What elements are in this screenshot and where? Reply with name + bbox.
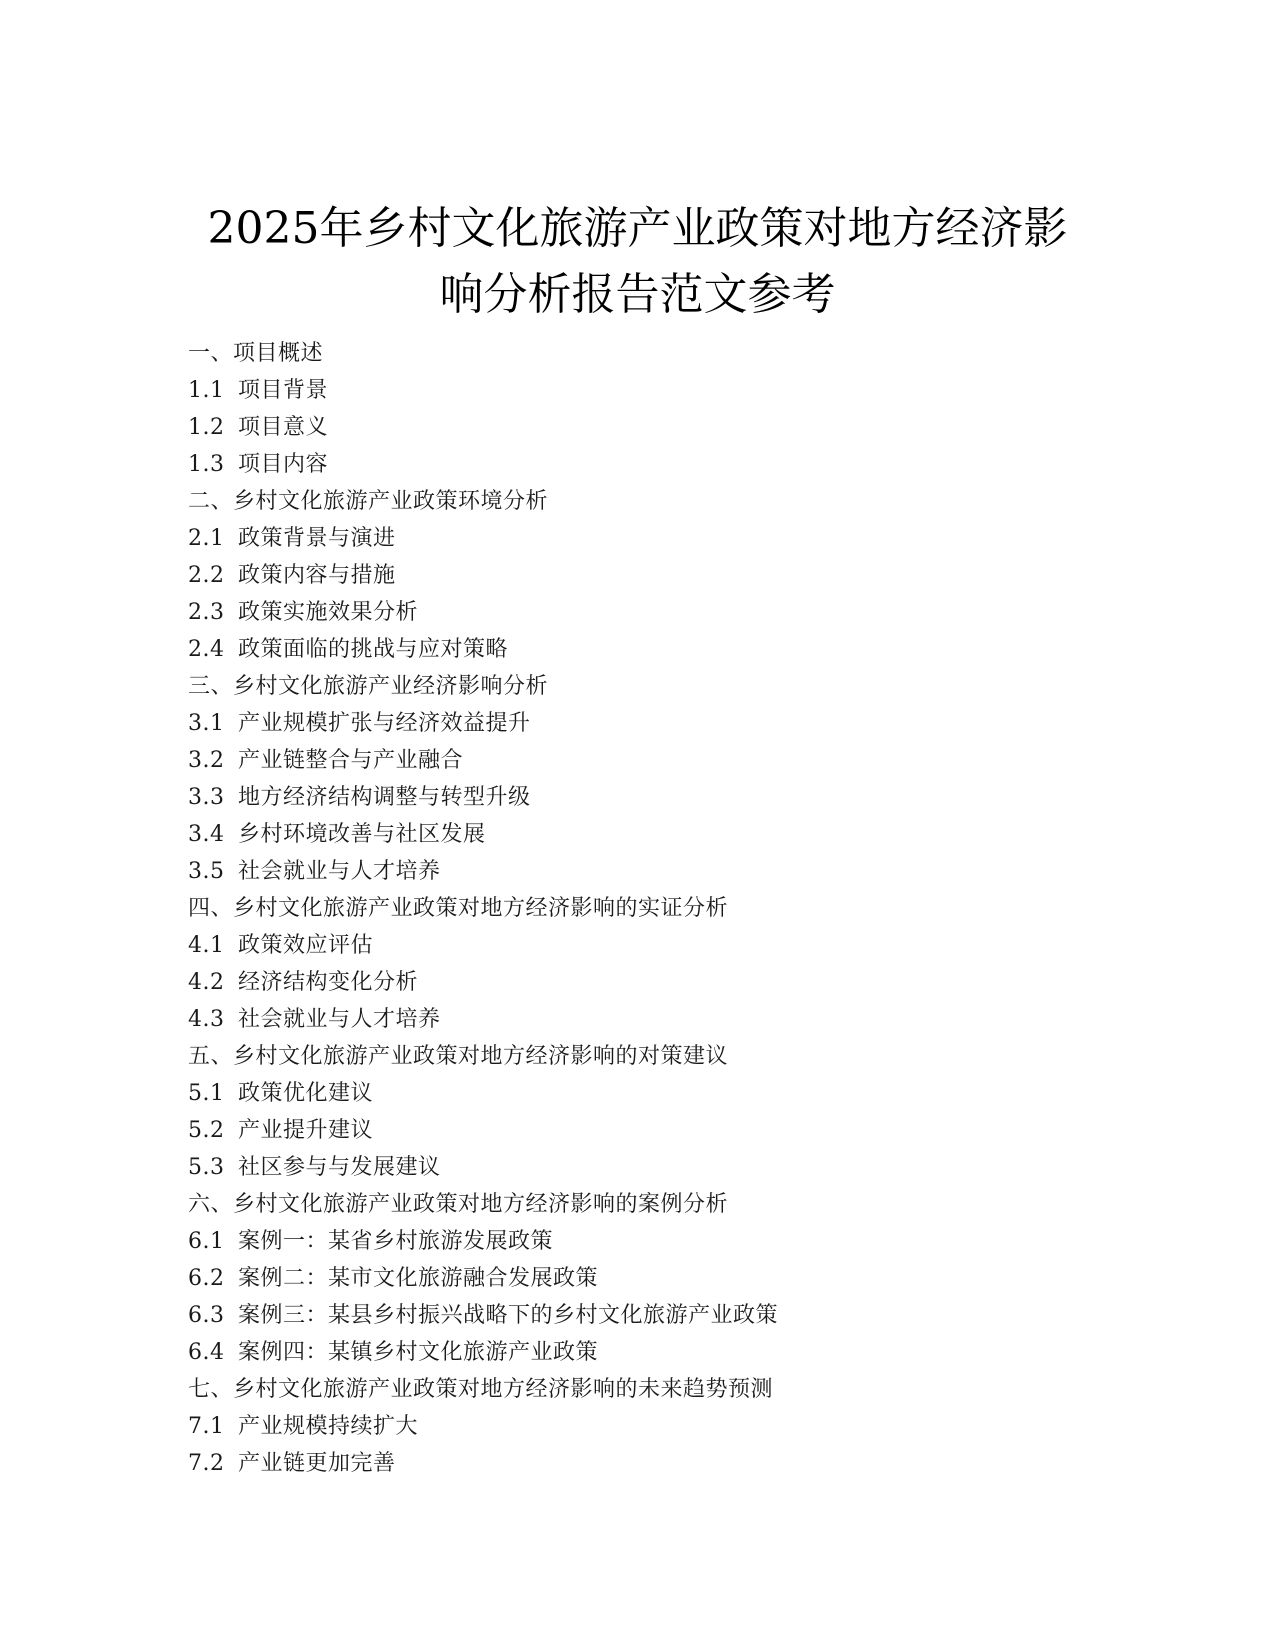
title-line-2: 响分析报告范文参考 <box>439 269 836 320</box>
toc-number: 四、 <box>188 896 234 921</box>
toc-text: 乡村文化旅游产业政策对地方经济影响的实证分析 <box>233 896 729 921</box>
toc-section-5-2 <box>188 1112 778 1149</box>
toc-section-3-4 <box>188 816 778 853</box>
toc-text: 政策效应评估 <box>238 933 374 958</box>
toc-section-4-1 <box>188 927 778 964</box>
toc-chapter-3 <box>188 668 778 705</box>
toc-number: 6.2 <box>188 1266 225 1291</box>
toc-number: 6.3 <box>188 1303 225 1328</box>
toc-number: 3.4 <box>188 822 225 847</box>
toc-section-1-1 <box>188 372 778 409</box>
toc-number: 3.2 <box>188 748 225 773</box>
toc-text: 产业链整合与产业融合 <box>238 748 464 773</box>
toc-text: 政策背景与演进 <box>238 526 396 551</box>
toc-text: 案例三：某县乡村振兴战略下的乡村文化旅游产业政策 <box>238 1303 779 1328</box>
toc-section-6-3 <box>188 1297 778 1334</box>
toc-chapter-6 <box>188 1186 778 1223</box>
toc-text: 政策面临的挑战与应对策略 <box>238 637 509 662</box>
toc-number: 2.2 <box>188 563 225 588</box>
toc-text: 产业规模扩张与经济效益提升 <box>238 711 531 736</box>
toc-text: 乡村文化旅游产业政策对地方经济影响的未来趋势预测 <box>233 1377 774 1402</box>
toc-text: 案例二：某市文化旅游融合发展政策 <box>238 1266 599 1291</box>
toc-text: 项目意义 <box>238 415 329 440</box>
toc-number: 7.2 <box>188 1451 225 1476</box>
toc-number: 六、 <box>188 1192 234 1217</box>
toc-number: 4.2 <box>188 970 225 995</box>
toc-text: 案例四：某镇乡村文化旅游产业政策 <box>238 1340 599 1365</box>
toc-section-4-2 <box>188 964 778 1001</box>
toc-section-4-3 <box>188 1001 778 1038</box>
toc-text: 社区参与与发展建议 <box>238 1155 441 1180</box>
toc-chapter-2 <box>188 483 778 520</box>
toc-section-6-4 <box>188 1334 778 1371</box>
toc-text: 政策内容与措施 <box>238 563 396 588</box>
toc-section-5-1 <box>188 1075 778 1112</box>
toc-text: 乡村文化旅游产业政策对地方经济影响的案例分析 <box>233 1192 729 1217</box>
toc-section-2-4 <box>188 631 778 668</box>
toc-number: 6.1 <box>188 1229 225 1254</box>
toc-number: 3.5 <box>188 859 225 884</box>
toc-section-3-2 <box>188 742 778 779</box>
toc-number: 2.3 <box>188 600 225 625</box>
toc-section-2-1 <box>188 520 778 557</box>
toc-section-6-2 <box>188 1260 778 1297</box>
toc-section-3-5 <box>188 853 778 890</box>
toc-number: 5.1 <box>188 1081 225 1106</box>
toc-text: 项目概述 <box>233 341 324 366</box>
table-of-contents <box>188 335 778 1482</box>
toc-number: 1.2 <box>188 415 225 440</box>
toc-number: 2.1 <box>188 526 225 551</box>
toc-number: 2.4 <box>188 637 225 662</box>
toc-text: 产业规模持续扩大 <box>238 1414 419 1439</box>
toc-number: 3.3 <box>188 785 225 810</box>
toc-text: 社会就业与人才培养 <box>238 1007 441 1032</box>
toc-chapter-4 <box>188 890 778 927</box>
toc-number: 6.4 <box>188 1340 225 1365</box>
toc-number: 3.1 <box>188 711 225 736</box>
toc-section-2-2 <box>188 557 778 594</box>
document-title <box>160 196 1115 328</box>
toc-text: 产业提升建议 <box>238 1118 374 1143</box>
toc-section-1-3 <box>188 446 778 483</box>
title-line-1: 2025年乡村文化旅游产业政策对地方经济影 <box>207 203 1068 254</box>
toc-section-2-3 <box>188 594 778 631</box>
toc-text: 乡村文化旅游产业政策对地方经济影响的对策建议 <box>233 1044 729 1069</box>
toc-number: 1.3 <box>188 452 225 477</box>
toc-text: 项目背景 <box>238 378 329 403</box>
toc-section-6-1 <box>188 1223 778 1260</box>
toc-text: 地方经济结构调整与转型升级 <box>238 785 531 810</box>
toc-number: 4.1 <box>188 933 225 958</box>
toc-number: 七、 <box>188 1377 234 1402</box>
toc-number: 二、 <box>188 489 234 514</box>
toc-text: 政策实施效果分析 <box>238 600 419 625</box>
toc-chapter-7 <box>188 1371 778 1408</box>
toc-text: 项目内容 <box>238 452 329 477</box>
toc-number: 一、 <box>188 341 234 366</box>
toc-section-7-1 <box>188 1408 778 1445</box>
toc-chapter-1 <box>188 335 778 372</box>
toc-number: 7.1 <box>188 1414 225 1439</box>
toc-section-7-2 <box>188 1445 778 1482</box>
toc-number: 1.1 <box>188 378 225 403</box>
toc-number: 4.3 <box>188 1007 225 1032</box>
toc-number: 三、 <box>188 674 234 699</box>
toc-text: 乡村文化旅游产业政策环境分析 <box>233 489 549 514</box>
toc-chapter-5 <box>188 1038 778 1075</box>
toc-number: 五、 <box>188 1044 234 1069</box>
toc-section-3-1 <box>188 705 778 742</box>
toc-text: 乡村环境改善与社区发展 <box>238 822 486 847</box>
toc-text: 社会就业与人才培养 <box>238 859 441 884</box>
toc-text: 政策优化建议 <box>238 1081 374 1106</box>
toc-text: 案例一：某省乡村旅游发展政策 <box>238 1229 554 1254</box>
toc-text: 产业链更加完善 <box>238 1451 396 1476</box>
toc-text: 经济结构变化分析 <box>238 970 419 995</box>
toc-number: 5.3 <box>188 1155 225 1180</box>
toc-section-3-3 <box>188 779 778 816</box>
toc-text: 乡村文化旅游产业经济影响分析 <box>233 674 549 699</box>
toc-section-5-3 <box>188 1149 778 1186</box>
toc-section-1-2 <box>188 409 778 446</box>
toc-number: 5.2 <box>188 1118 225 1143</box>
